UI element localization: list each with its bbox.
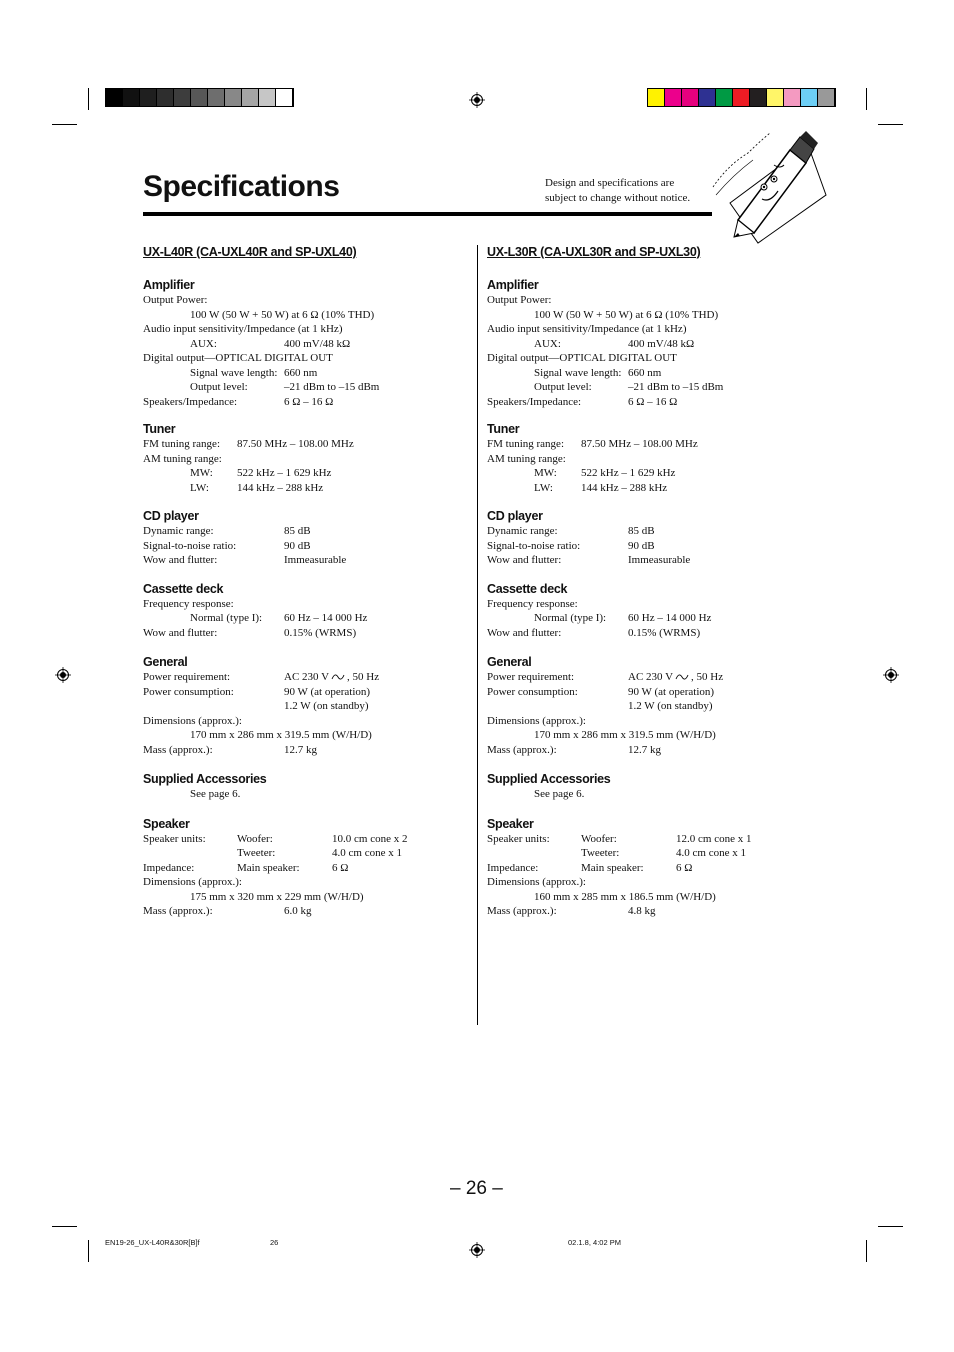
accessories-section bbox=[143, 771, 463, 802]
section-heading: Speaker bbox=[487, 816, 534, 831]
color-swatch bbox=[733, 89, 750, 106]
section-heading: Supplied Accessories bbox=[487, 772, 611, 786]
spec-label: Frequency response: bbox=[143, 597, 234, 610]
section-heading: Cassette deck bbox=[143, 581, 224, 596]
spec-label: Output Power: bbox=[487, 294, 552, 306]
section-heading: Supplied Accessories bbox=[143, 772, 267, 786]
section-heading: Cassette deck bbox=[487, 581, 568, 596]
spec-label: Audio input sensitivity/Impedance (at 1 kHz) bbox=[143, 323, 343, 335]
speaker-section bbox=[143, 816, 463, 919]
spec-value: 522 kHz – 1 629 kHz bbox=[581, 467, 676, 479]
spec-label: Dimensions (approx.): bbox=[487, 876, 586, 888]
spec-label: Woofer: bbox=[581, 832, 617, 845]
section-heading: General bbox=[487, 655, 532, 669]
spec-value: 90 dB bbox=[628, 539, 655, 552]
spec-value: 60 Hz – 14 000 Hz bbox=[284, 612, 368, 624]
spec-label: LW: bbox=[190, 481, 209, 494]
registration-mark-icon bbox=[883, 667, 899, 683]
spec-label: Main speaker: bbox=[237, 861, 300, 874]
spec-label: Wow and flutter: bbox=[487, 626, 562, 639]
page-title: Specifications bbox=[143, 170, 340, 203]
spec-label: Wow and flutter: bbox=[143, 554, 218, 566]
color-swatch bbox=[191, 89, 208, 106]
spec-column-ux-l40r bbox=[143, 245, 463, 919]
spec-label: Speakers/Impedance: bbox=[487, 395, 582, 408]
crop-mark bbox=[52, 124, 77, 125]
general-section bbox=[143, 654, 463, 757]
color-swatch bbox=[140, 89, 157, 106]
spec-value: 87.50 MHz – 108.00 MHz bbox=[237, 438, 354, 450]
spec-label: Mass (approx.): bbox=[143, 905, 213, 917]
spec-value: 144 kHz – 288 kHz bbox=[581, 481, 668, 494]
color-swatch bbox=[276, 89, 293, 106]
color-swatch bbox=[750, 89, 767, 106]
color-swatch bbox=[123, 89, 140, 106]
spec-value: 1.2 W (on standby) bbox=[284, 700, 369, 712]
spec-value bbox=[284, 670, 379, 685]
color-swatch bbox=[242, 89, 259, 106]
spec-label: Wow and flutter: bbox=[487, 554, 562, 566]
spec-value: Immeasurable bbox=[284, 554, 347, 566]
spec-column-ux-l30r bbox=[487, 245, 807, 919]
spec-value: Immeasurable bbox=[628, 554, 691, 566]
spec-label: Tweeter: bbox=[581, 847, 620, 859]
spec-label: AM tuning range: bbox=[487, 452, 566, 465]
spec-label: Output level: bbox=[190, 381, 248, 393]
spec-value: 1.2 W (on standby) bbox=[628, 700, 713, 712]
spec-value: –21 dBm to –15 dBm bbox=[284, 381, 380, 393]
pencil-mascot-icon bbox=[708, 125, 832, 245]
spec-value: 12.0 cm cone x 1 bbox=[676, 832, 752, 845]
tuner-section bbox=[487, 421, 807, 495]
model-heading: UX-L30R (CA-UXL30R and SP-UXL30) bbox=[487, 245, 701, 259]
spec-value: 400 mV/48 kΩ bbox=[284, 337, 351, 350]
crop-mark bbox=[88, 1240, 89, 1262]
spec-value: 0.15% (WRMS) bbox=[628, 626, 701, 639]
section-heading: Amplifier bbox=[487, 278, 539, 292]
spec-label: Power consumption: bbox=[143, 685, 234, 698]
crop-mark bbox=[878, 1226, 903, 1227]
tuner-section bbox=[143, 421, 463, 495]
spec-value-part: , 50 Hz bbox=[691, 671, 724, 683]
spec-label: Mass (approx.): bbox=[487, 905, 557, 917]
spec-value: 144 kHz – 288 kHz bbox=[237, 481, 324, 494]
spec-value: 90 dB bbox=[284, 539, 311, 552]
spec-value: 100 W (50 W + 50 W) at 6 Ω (10% THD) bbox=[190, 308, 375, 321]
spec-label: FM tuning range: bbox=[487, 438, 564, 450]
model-heading: UX-L40R (CA-UXL40R and SP-UXL40) bbox=[143, 245, 357, 259]
spec-label: Speaker units: bbox=[143, 832, 206, 845]
section-heading: CD player bbox=[143, 509, 199, 523]
change-notice bbox=[545, 176, 715, 206]
spec-value bbox=[628, 670, 723, 685]
page-number: – 26 – bbox=[450, 1178, 503, 1199]
spec-value: 6 Ω – 16 Ω bbox=[284, 395, 334, 408]
cd-player-section bbox=[487, 508, 807, 568]
spec-value: 0.15% (WRMS) bbox=[284, 626, 357, 639]
footer-date: 02.1.8, 4:02 PM bbox=[568, 1238, 621, 1247]
color-swatch bbox=[699, 89, 716, 106]
registration-mark-icon bbox=[55, 667, 71, 683]
spec-label: Dimensions (approx.): bbox=[487, 714, 586, 727]
spec-label: MW: bbox=[534, 467, 557, 479]
spec-value: 4.0 cm cone x 1 bbox=[332, 847, 402, 859]
spec-value: 90 W (at operation) bbox=[284, 685, 371, 698]
spec-label: FM tuning range: bbox=[143, 438, 220, 450]
crop-mark bbox=[878, 124, 903, 125]
cassette-deck-section bbox=[487, 581, 807, 641]
spec-value-part: AC 230 V bbox=[284, 671, 330, 683]
grayscale-bar bbox=[105, 88, 294, 107]
ac-wave-icon bbox=[331, 672, 345, 682]
spec-value: 12.7 kg bbox=[284, 743, 317, 756]
title-rule bbox=[143, 212, 712, 216]
color-swatch bbox=[818, 89, 835, 106]
column-divider bbox=[477, 245, 478, 1025]
spec-value: 4.8 kg bbox=[628, 905, 656, 917]
crop-mark bbox=[88, 88, 89, 110]
spec-label: Digital output—OPTICAL DIGITAL OUT bbox=[143, 352, 333, 364]
spec-label: Power requirement: bbox=[143, 671, 231, 683]
spec-label: Signal wave length: bbox=[534, 366, 622, 379]
spec-value: 175 mm x 320 mm x 229 mm (W/H/D) bbox=[190, 890, 364, 903]
spec-label: Dimensions (approx.): bbox=[143, 714, 242, 727]
spec-value: 10.0 cm cone x 2 bbox=[332, 832, 408, 845]
spec-value: 400 mV/48 kΩ bbox=[628, 337, 695, 350]
spec-label: Power consumption: bbox=[487, 685, 578, 698]
spec-value: 6 Ω bbox=[676, 861, 693, 874]
footer-page: 26 bbox=[270, 1238, 279, 1247]
spec-value: 160 mm x 285 mm x 186.5 mm (W/H/D) bbox=[534, 890, 716, 903]
spec-value: 90 W (at operation) bbox=[628, 685, 715, 698]
spec-label: LW: bbox=[534, 481, 553, 494]
general-section bbox=[487, 654, 807, 757]
spec-label: Dimensions (approx.): bbox=[143, 876, 242, 888]
spec-label: Dynamic range: bbox=[487, 525, 558, 537]
spec-value: 60 Hz – 14 000 Hz bbox=[628, 612, 712, 624]
accessories-section bbox=[487, 771, 807, 802]
spec-value: 6 Ω – 16 Ω bbox=[628, 395, 678, 408]
spec-label: Output level: bbox=[534, 381, 592, 393]
amplifier-section bbox=[143, 277, 463, 409]
spec-label: Normal (type I): bbox=[190, 612, 263, 624]
spec-label: Signal wave length: bbox=[190, 366, 278, 379]
notice-line: subject to change without notice. bbox=[545, 192, 691, 204]
spec-value: 660 nm bbox=[284, 366, 318, 379]
notice-line: Design and specifications are bbox=[545, 177, 675, 189]
spec-value: 660 nm bbox=[628, 366, 662, 379]
spec-value: 6 Ω bbox=[332, 861, 349, 874]
spec-label: AM tuning range: bbox=[143, 452, 222, 465]
registration-mark-icon bbox=[469, 1242, 485, 1258]
crop-mark bbox=[866, 1240, 867, 1262]
crop-mark bbox=[866, 88, 867, 110]
section-heading: Speaker bbox=[143, 816, 190, 831]
spec-value: –21 dBm to –15 dBm bbox=[628, 381, 724, 393]
color-bar bbox=[647, 88, 836, 107]
color-swatch bbox=[208, 89, 225, 106]
spec-value: 100 W (50 W + 50 W) at 6 Ω (10% THD) bbox=[534, 308, 719, 321]
crop-mark bbox=[52, 1226, 77, 1227]
section-heading: CD player bbox=[487, 509, 543, 523]
spec-value: 85 dB bbox=[284, 525, 311, 537]
color-swatch bbox=[648, 89, 665, 106]
section-heading: Tuner bbox=[487, 422, 520, 436]
spec-value: See page 6. bbox=[534, 788, 585, 800]
speaker-section bbox=[487, 816, 807, 919]
spec-label: Speakers/Impedance: bbox=[143, 395, 238, 408]
spec-label: Dynamic range: bbox=[143, 525, 214, 537]
spec-label: Output Power: bbox=[143, 294, 208, 306]
spec-label: Impedance: bbox=[143, 861, 195, 874]
spec-value: 170 mm x 286 mm x 319.5 mm (W/H/D) bbox=[190, 729, 372, 741]
spec-value: 4.0 cm cone x 1 bbox=[676, 847, 746, 859]
footer-filename: EN19-26_UX-L40R&30R[B]f bbox=[105, 1238, 200, 1247]
spec-label: Normal (type I): bbox=[534, 612, 607, 624]
spec-label: Speaker units: bbox=[487, 832, 550, 845]
color-swatch bbox=[665, 89, 682, 106]
amplifier-section bbox=[487, 277, 807, 409]
color-swatch bbox=[259, 89, 276, 106]
spec-value-part: , 50 Hz bbox=[347, 671, 380, 683]
spec-value: 6.0 kg bbox=[284, 905, 312, 917]
section-heading: Tuner bbox=[143, 422, 176, 436]
spec-label: MW: bbox=[190, 467, 213, 479]
color-swatch bbox=[157, 89, 174, 106]
color-swatch bbox=[174, 89, 191, 106]
spec-label: Impedance: bbox=[487, 861, 539, 874]
section-heading: Amplifier bbox=[143, 278, 195, 292]
color-swatch bbox=[801, 89, 818, 106]
spec-label: AUX: bbox=[190, 337, 217, 350]
color-swatch bbox=[716, 89, 733, 106]
color-swatch bbox=[106, 89, 123, 106]
spec-label: Digital output—OPTICAL DIGITAL OUT bbox=[487, 352, 677, 364]
spec-label: Mass (approx.): bbox=[487, 743, 557, 756]
spec-value: 522 kHz – 1 629 kHz bbox=[237, 467, 332, 479]
registration-mark-icon bbox=[469, 92, 485, 108]
spec-value: See page 6. bbox=[190, 788, 241, 800]
spec-label: Woofer: bbox=[237, 832, 273, 845]
spec-label: Main speaker: bbox=[581, 861, 644, 874]
spec-label: Signal-to-noise ratio: bbox=[487, 539, 581, 552]
spec-label: AUX: bbox=[534, 337, 561, 350]
spec-value: 12.7 kg bbox=[628, 743, 661, 756]
spec-value: 170 mm x 286 mm x 319.5 mm (W/H/D) bbox=[534, 729, 716, 741]
spec-value: 87.50 MHz – 108.00 MHz bbox=[581, 438, 698, 450]
color-swatch bbox=[225, 89, 242, 106]
spec-label: Tweeter: bbox=[237, 847, 276, 859]
spec-label: Mass (approx.): bbox=[143, 743, 213, 756]
spec-value-part: AC 230 V bbox=[628, 671, 674, 683]
color-swatch bbox=[784, 89, 801, 106]
color-swatch bbox=[682, 89, 699, 106]
color-swatch bbox=[767, 89, 784, 106]
ac-wave-icon bbox=[675, 672, 689, 682]
spec-label: Power requirement: bbox=[487, 671, 575, 683]
cassette-deck-section bbox=[143, 581, 463, 641]
cd-player-section bbox=[143, 508, 463, 568]
spec-label: Signal-to-noise ratio: bbox=[143, 539, 237, 552]
spec-value: 85 dB bbox=[628, 525, 655, 537]
section-heading: General bbox=[143, 655, 188, 669]
spec-label: Frequency response: bbox=[487, 597, 578, 610]
spec-label: Audio input sensitivity/Impedance (at 1 kHz) bbox=[487, 323, 687, 335]
spec-label: Wow and flutter: bbox=[143, 626, 218, 639]
